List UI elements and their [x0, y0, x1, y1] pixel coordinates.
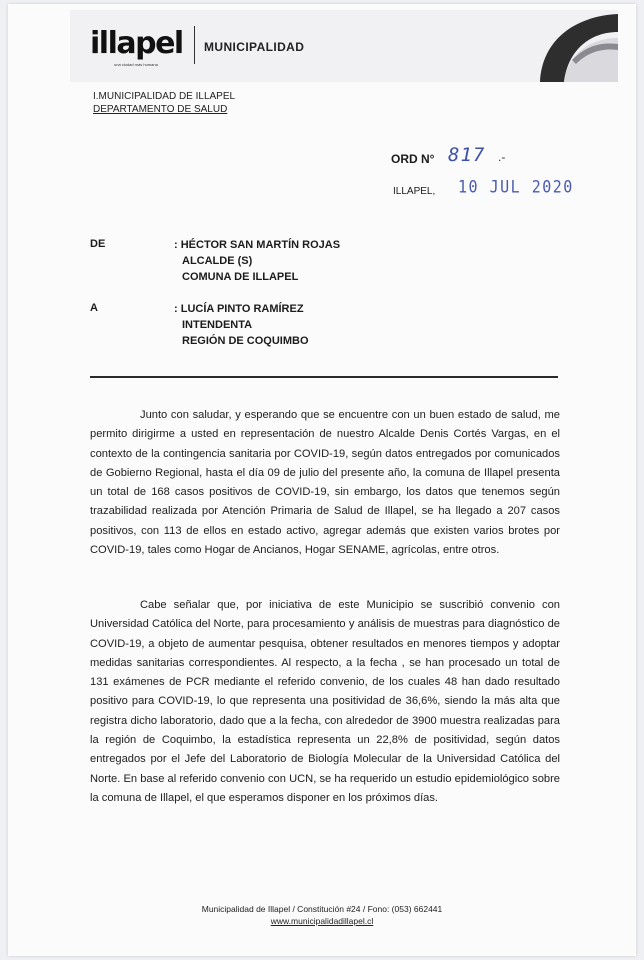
from-label: DE	[90, 238, 106, 250]
to-name: : LUCÍA PINTO RAMÍREZ	[174, 303, 304, 315]
order-label: ORD N°	[391, 152, 435, 166]
order-number: 817	[448, 144, 486, 166]
swoosh-emblem-icon	[520, 10, 618, 82]
from-organization: COMUNA DE ILLAPEL	[182, 271, 299, 283]
separator-rule	[90, 376, 558, 378]
from-block	[174, 237, 340, 285]
municipality-label: MUNICIPALIDAD	[204, 40, 305, 54]
department-block	[93, 90, 235, 116]
municipality-name: I.MUNICIPALIDAD DE ILLAPEL	[93, 91, 236, 102]
footer-website-link[interactable]: www.municipalidadillapel.cl	[270, 916, 374, 926]
date-stamp: 10 JUL 2020	[458, 176, 574, 198]
place-label: ILLAPEL,	[393, 186, 436, 197]
body-paragraph-2: Cabe señalar que, por iniciativa de este Municipio se suscribió convenio con Universidad Católica del Norte, para procesamiento y análisis de muestras para diagnóstico de COVID-19, a objeto de aumentar pesquisa, obtener resultados en menores tiempos y adoptar medidas sanitarias correspondientes. Al respecto, a la fecha , se han procesado un total de 131 exámenes de PCR mediante el referido convenio, de los cuales 48 han dado resultado positivo para COVID-19, lo que representa una positividad de 36,6%, siendo la más alta que registra dicho laboratorio, dado que a la fecha, con alrededor de 3900 muestra realizadas para la región de Coquimbo, la estadística representa un 22,8% de positividad, según datos entregados por el Jefe del Laboratorio de Biología Molecular de la Universidad Católica del Norte. En base al referido convenio con UCN, se ha requerido un estudio epidemiológico sobre la comuna de Illapel, el que esperamos disponer en los próximos días.	[90, 599, 560, 804]
body-paragraph-1: Junto con saludar, y esperando que se encuentre con un buen estado de salud, me permito dirigirme a usted en representación de nuestro Alcalde Denis Cortés Vargas, en el contexto de la contingencia sanitaria por COVID-19, según datos entregados por comunicados de Gobierno Regional, hasta el día 09 de julio del presente año, la comuna de Illapel presenta un total de 168 casos positivos de COVID-19, sin embargo, los datos que tenemos según trazabilidad realizada por Atención Primaria de Salud de Illapel, se ha llegado a 207 casos positivos, con 113 de ellos en estado activo, agregar además que existen varios brotes por COVID-19, tales como Hogar de Ancianos, Hogar SENAME, agrícolas, entre otros.	[90, 409, 560, 557]
to-organization: REGIÓN DE COQUIMBO	[182, 335, 309, 347]
illapel-logo: illapel	[90, 26, 183, 61]
letterhead	[70, 10, 618, 82]
department-name: DEPARTAMENTO DE SALUD	[93, 104, 228, 115]
logo-tagline: una ciudad más humana	[114, 62, 158, 67]
to-label: A	[90, 302, 98, 314]
logo-divider	[194, 26, 195, 64]
from-title: ALCALDE (S)	[182, 255, 253, 267]
footer-address: Municipalidad de Illapel / Constitución #24 / Fono: (053) 662441	[201, 904, 443, 914]
to-title: INTENDENTA	[182, 319, 253, 331]
document-page	[8, 4, 636, 956]
order-suffix: .-	[498, 150, 506, 164]
to-block	[174, 301, 309, 349]
from-name: : HÉCTOR SAN MARTÍN ROJAS	[174, 239, 341, 251]
